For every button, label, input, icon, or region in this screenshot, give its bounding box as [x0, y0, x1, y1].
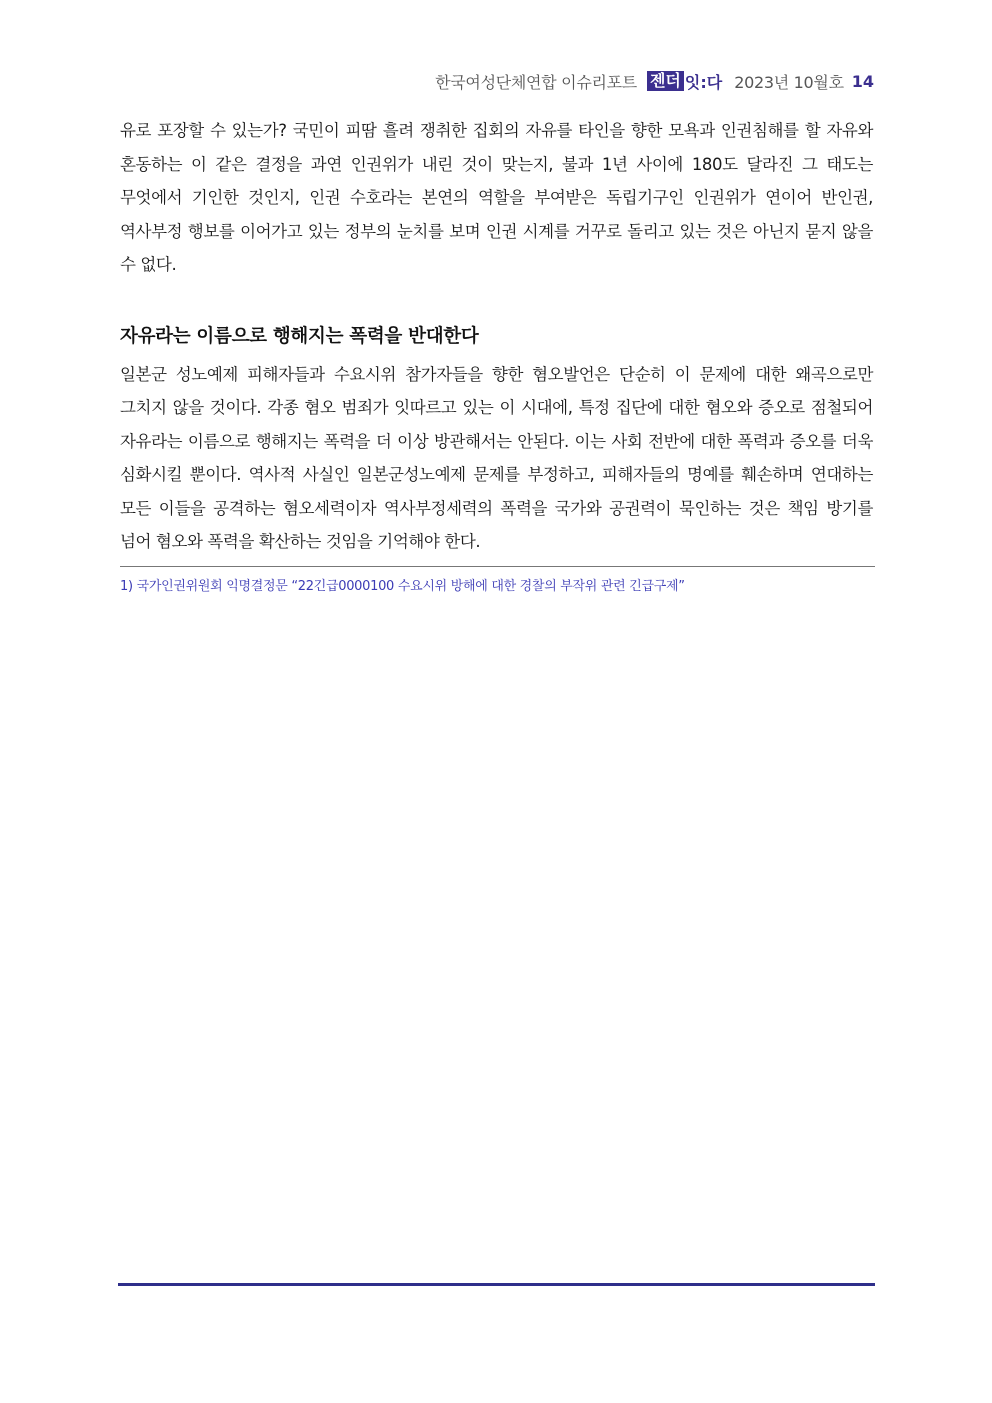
- body-paragraph-1: 유로 포장할 수 있는가? 국민이 피땀 흘려 쟁취한 집회의 자유를 타인을 향한 모욕과 인권침해를 할 자유와 혼동하는 이 같은 결정을 과연 인권위가 내린 것이 맞는지, 불과 1년 사이에 180도 달라진 그 태도는 무엇에서 기인한 것인지, 인권 수호라는 본연의 역할을 부여받은 독립기구인 인권위가 연이어 반인권, 역사부정 행보를 이어가고 있는 정부의 눈치를 보며 인권 시계를 거꾸로 돌리고 있는 것은 아닌지 묻지 않을 수 없다.: [120, 121, 873, 274]
- header-issue: 2023년 10월호: [734, 72, 844, 92]
- footnote-divider: [120, 566, 875, 567]
- logo-box: 젠더: [647, 71, 684, 91]
- page-number: 14: [851, 71, 874, 91]
- header-org: 한국여성단체연합 이슈리포트: [435, 72, 637, 92]
- logo-rest: 잇:다: [684, 72, 723, 92]
- gender-itda-logo: [647, 70, 722, 93]
- page-header: [435, 68, 874, 94]
- bottom-divider: [118, 1283, 875, 1286]
- footnote: 1) 국가인권위원회 익명결정문 “22긴급0000100 수요시위 방해에 대한 경찰의 부작위 관련 긴급구제”: [120, 579, 685, 594]
- main-content: [120, 114, 873, 559]
- section-heading: 자유라는 이름으로 행해지는 폭력을 반대한다: [120, 325, 479, 347]
- body-paragraph-2: 일본군 성노예제 피해자들과 수요시위 참가자들을 향한 혐오발언은 단순히 이 문제에 대한 왜곡으로만 그치지 않을 것이다. 각종 혐오 범죄가 잇따르고 있는 이 시대에, 특정 집단에 대한 혐오와 증오로 점철되어 자유라는 이름으로 행해지는 폭력을 더 이상 방관해서는 안된다. 이는 사회 전반에 대한 폭력과 증오를 더욱 심화시킬 뿐이다. 역사적 사실인 일본군성노예제 문제를 부정하고, 피해자들의 명예를 훼손하며 연대하는 모든 이들을 공격하는 혐오세력이자 역사부정세력의 폭력을 국가와 공권력이 묵인하는 것은 책임 방기를 넘어 혐오와 폭력을 확산하는 것임을 기억해야 한다.: [120, 364, 873, 551]
